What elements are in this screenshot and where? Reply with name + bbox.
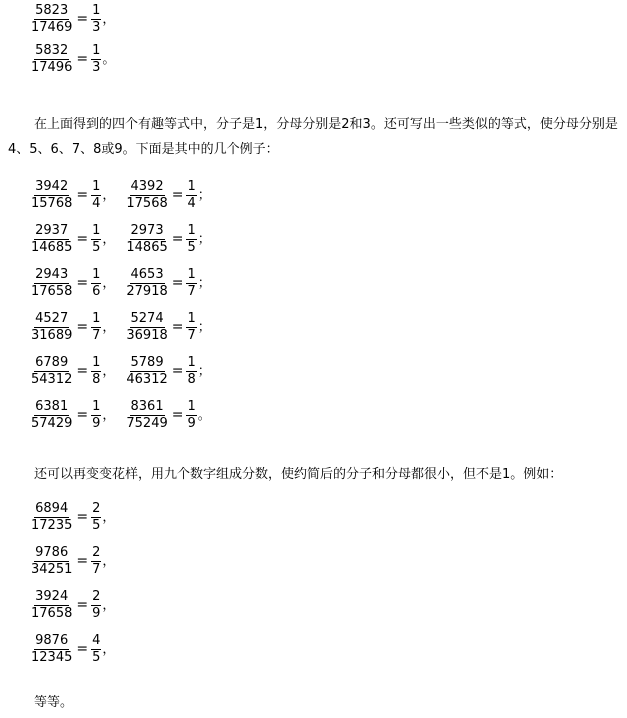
reduced-fraction: $\frac{2}{5}$ — [92, 500, 101, 533]
reduced-fraction: $\frac{1}{7}$ — [92, 310, 101, 343]
punctuation: ， — [102, 553, 116, 569]
equals-sign: = — [171, 407, 184, 423]
fraction: $\frac{5274}{36918}$ — [126, 310, 168, 343]
reduced-fraction: $\frac{4}{5}$ — [92, 632, 101, 665]
fraction: $\frac{3924}{17658}$ — [31, 588, 73, 621]
equals-sign: = — [76, 641, 89, 657]
equals-sign: = — [76, 231, 89, 247]
punctuation: ， — [102, 509, 116, 525]
fraction: $\frac{6894}{17235}$ — [31, 500, 73, 533]
punctuation: ， — [102, 275, 116, 291]
punctuation: 。 — [197, 407, 211, 423]
reduced-fraction: $\frac{1}{6}$ — [92, 266, 101, 299]
equals-sign: = — [171, 363, 184, 379]
punctuation: ； — [197, 275, 211, 291]
equals-sign: = — [76, 509, 89, 525]
equals-sign: = — [171, 231, 184, 247]
equals-sign: = — [171, 275, 184, 291]
punctuation: ， — [102, 231, 116, 247]
paragraph-2: 还可以再变变花样，用九个数字组成分数，使约简后的分子和分母都很小，但不是1。例如： — [34, 467, 563, 482]
fraction: $\frac{3942}{15768}$ — [31, 178, 73, 211]
equation-line — [30, 42, 115, 76]
reduced-fraction: $\frac{2}{9}$ — [92, 588, 101, 621]
fraction: $\frac{9786}{34251}$ — [31, 544, 73, 577]
reduced-fraction: $\frac{1}{7}$ — [187, 310, 196, 343]
punctuation: ， — [102, 641, 116, 657]
equation-pair-line — [30, 310, 211, 344]
reduced-fraction: $\frac{1}{9}$ — [187, 398, 196, 431]
fraction: $\frac{6789}{54312}$ — [31, 354, 73, 387]
fraction: $\frac{6381}{57429}$ — [31, 398, 73, 431]
equals-sign: = — [76, 11, 89, 27]
fraction: $\frac{4392}{17568}$ — [126, 178, 168, 211]
reduced-fraction: $\frac{1}{4}$ — [187, 178, 196, 211]
equals-sign: = — [171, 187, 184, 203]
equation-pair-line — [30, 398, 211, 432]
equation-line — [30, 544, 115, 578]
paragraph-1: 在上面得到的四个有趣等式中，分子是1，分母分别是2和3。还可写出一些类似的等式，使分母分别是4、5、6、7、8或9。下面是其中的几个例子： — [8, 117, 618, 157]
punctuation: 。 — [102, 51, 116, 67]
fraction: $\frac{5789}{46312}$ — [126, 354, 168, 387]
equals-sign: = — [171, 319, 184, 335]
fraction: $\frac{8361}{75249}$ — [126, 398, 168, 431]
fraction: $\frac{2937}{14685}$ — [31, 222, 73, 255]
reduced-fraction: $\frac{1}{4}$ — [92, 178, 101, 211]
equation-pair-line — [30, 354, 211, 388]
fraction: $\frac{5832}{17496}$ — [31, 42, 73, 75]
equation-line — [30, 2, 115, 36]
punctuation: ； — [197, 187, 211, 203]
punctuation: ， — [102, 363, 116, 379]
punctuation: ； — [197, 231, 211, 247]
equation-pair-line — [30, 222, 211, 256]
reduced-fraction: $\frac{1}{3}$ — [92, 2, 101, 35]
equation-line — [30, 632, 115, 666]
fraction: $\frac{4527}{31689}$ — [31, 310, 73, 343]
punctuation: ； — [197, 363, 211, 379]
equals-sign: = — [76, 275, 89, 291]
fraction: $\frac{2943}{17658}$ — [31, 266, 73, 299]
reduced-fraction: $\frac{1}{5}$ — [92, 222, 101, 255]
punctuation: ， — [102, 597, 116, 613]
equals-sign: = — [76, 319, 89, 335]
ending-text: 等等。 — [34, 695, 74, 710]
punctuation: ； — [197, 319, 211, 335]
punctuation: ， — [102, 319, 116, 335]
fraction: $\frac{2973}{14865}$ — [126, 222, 168, 255]
reduced-fraction: $\frac{1}{5}$ — [187, 222, 196, 255]
equation-pair-line — [30, 266, 211, 300]
equals-sign: = — [76, 407, 89, 423]
fraction: $\frac{5823}{17469}$ — [31, 2, 73, 35]
reduced-fraction: $\frac{1}{8}$ — [92, 354, 101, 387]
fraction: $\frac{4653}{27918}$ — [126, 266, 168, 299]
equals-sign: = — [76, 597, 89, 613]
reduced-fraction: $\frac{2}{7}$ — [92, 544, 101, 577]
equals-sign: = — [76, 363, 89, 379]
reduced-fraction: $\frac{1}{3}$ — [92, 42, 101, 75]
equation-pair-line — [30, 178, 211, 212]
fraction: $\frac{9876}{12345}$ — [31, 632, 73, 665]
reduced-fraction: $\frac{1}{8}$ — [187, 354, 196, 387]
equals-sign: = — [76, 187, 89, 203]
punctuation: ， — [102, 11, 116, 27]
equation-line — [30, 500, 115, 534]
equals-sign: = — [76, 51, 89, 67]
reduced-fraction: $\frac{1}{9}$ — [92, 398, 101, 431]
equals-sign: = — [76, 553, 89, 569]
punctuation: ， — [102, 407, 116, 423]
reduced-fraction: $\frac{1}{7}$ — [187, 266, 196, 299]
punctuation: ， — [102, 187, 116, 203]
equation-line — [30, 588, 115, 622]
